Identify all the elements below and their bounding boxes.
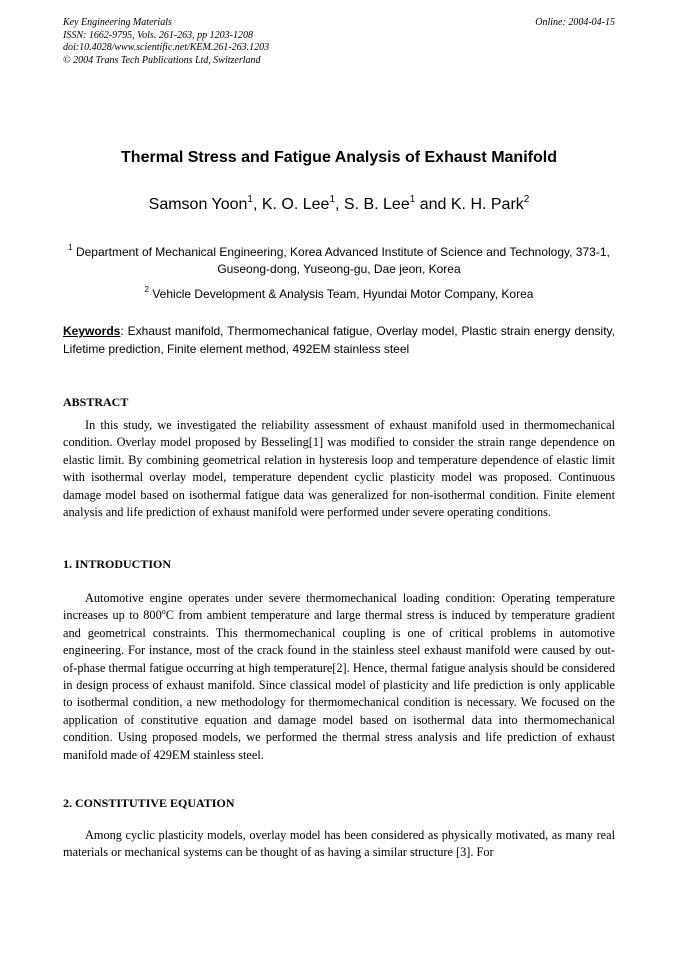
affiliation-text: Department of Mechanical Engineering, Korea Advanced Institute of Science and Technology, 373-1, Guseong-dong, Yuseong-gu, Dae jeon, Korea	[75, 245, 610, 276]
keywords-block	[63, 322, 615, 358]
degree-superscript: o	[161, 607, 166, 617]
introduction-paragraph	[63, 590, 615, 764]
affiliation-text: Vehicle Development & Analysis Team, Hyundai Motor Company, Korea	[152, 287, 534, 301]
online-date: Online: 2004-04-15	[535, 17, 615, 28]
author-affiliation-mark: 1	[247, 194, 253, 205]
journal-issn: ISSN: 1662-9795, Vols. 261-263, pp 1203-1208	[63, 29, 253, 41]
paper-title: Thermal Stress and Fatigue Analysis of Exhaust Manifold	[121, 149, 557, 166]
author-separator: and	[415, 196, 451, 213]
introduction-text-part-1: Automotive engine operates under severe thermomechanical loading condition: Operating temperature increases up to 800	[63, 591, 615, 623]
keywords-label: Keywords	[63, 324, 121, 338]
constitutive-equation-heading: 2. CONSTITUTIVE EQUATION	[63, 796, 235, 810]
introduction-heading: 1. INTRODUCTION	[63, 557, 172, 571]
author-name: K. O. Lee	[261, 196, 330, 213]
journal-copyright: © 2004 Trans Tech Publications Ltd, Switzerland	[63, 54, 261, 66]
introduction-text-part-2: C from ambient temperature and large thermal stress is induced by temperature gradient and geometrical constraints. This thermomechanical coupling is one of critical problems in automotive engineering. For instance, most of the crack found in the stainless steel exhaust manifold were caused by out-of-phase thermal fatigue occurring at high temperature[2]. Hence, thermal fatigue analysis should be considered in design process of exhaust manifold. Since classical model of plasticity and life prediction is only applicable to isothermal condition, a new methodology for thermomechanical condition is necessary. We focused on the application of constitutive equation and damage model based on isothermal data into thermomechanical condition. Using proposed models, we performed the thermal stress analysis and life prediction of exhaust manifold made of 429EM stainless steel.	[63, 608, 616, 762]
journal-doi[interactable]: doi:10.4028/www.scientific.net/KEM.261-263.1203	[63, 42, 270, 53]
affiliation-mark: 1	[68, 243, 73, 252]
abstract-paragraph: In this study, we investigated the reliability assessment of exhaust manifold used in thermomechanical condition. Overlay model proposed by Besseling[1] was modified to consider the strain range dependence on elastic limit. By combining geometrical relation in hysteresis loop and temperature dependence of elastic limit with isothermal overlay model, temperature dependent cyclic plasticity model was proposed. Continuous damage model based on isothermal fatigue data was generalized for non-isothermal condition. Finite element analysis and life prediction of exhaust manifold were performed under severe operating conditions.	[63, 418, 615, 520]
journal-name: Key Engineering Materials	[63, 17, 172, 28]
author-affiliation-mark: 1	[329, 194, 335, 205]
author-affiliation-mark: 1	[409, 194, 416, 205]
author-name: S. B. Lee	[343, 196, 410, 213]
affiliation-mark: 2	[144, 285, 149, 294]
affiliation-1	[63, 244, 615, 278]
author-list	[63, 194, 615, 216]
author-separator: ,	[252, 196, 262, 213]
keywords-text: : Exhaust manifold, Thermomechanical fatigue, Overlay model, Plastic strain energy density, Lifetime prediction, Finite element method, 492EM stainless steel	[63, 324, 615, 356]
author-name: Samson Yoon	[148, 196, 248, 213]
author-name: K. H. Park	[450, 196, 524, 213]
affiliation-2	[63, 286, 615, 303]
journal-header	[63, 17, 269, 67]
constitutive-equation-paragraph: Among cyclic plasticity models, overlay model has been considered as physically motivated, as many real materials or mechanical systems can be thought of as having a similar structure [3]. For	[63, 828, 615, 860]
abstract-heading: ABSTRACT	[63, 395, 129, 409]
author-separator: ,	[335, 196, 344, 213]
author-affiliation-mark: 2	[523, 194, 530, 205]
